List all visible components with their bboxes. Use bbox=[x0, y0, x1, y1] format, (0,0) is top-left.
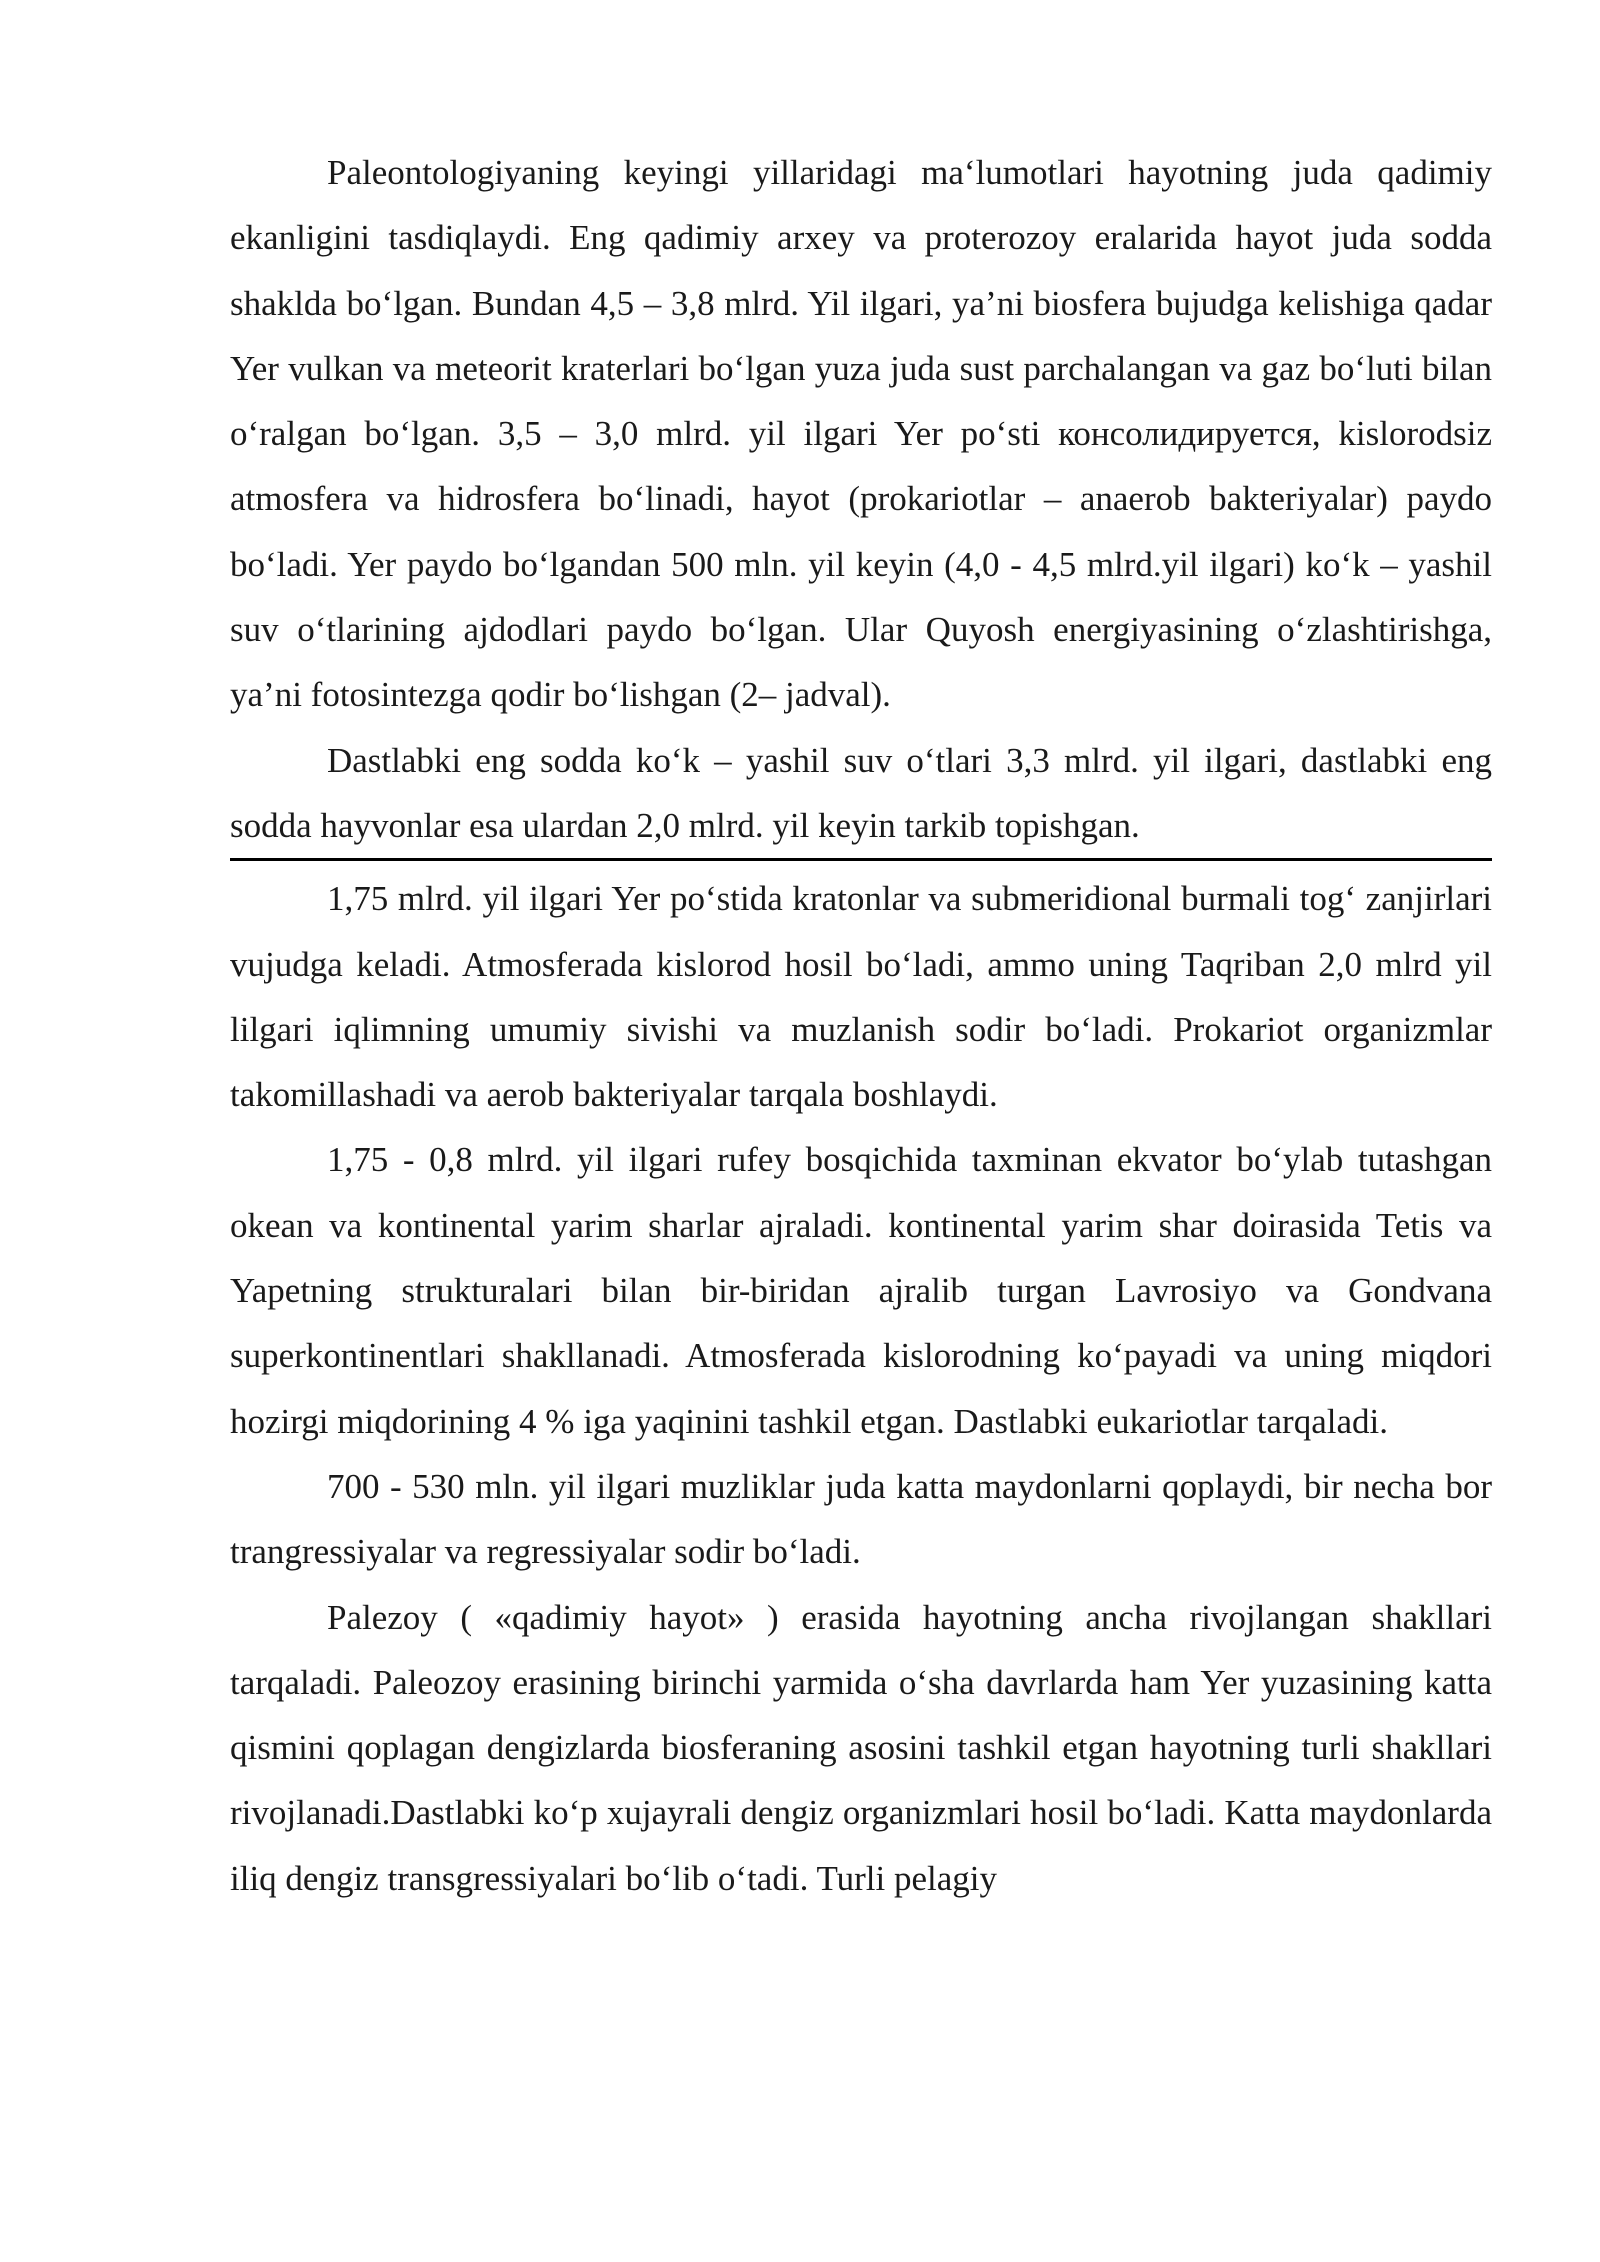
paragraph-6: Palezoy ( «qadimiy hayot» ) erasida hayotning ancha rivojlangan shakllari tarqaladi. Paleozoy erasining birinchi yarmida o‘sha davrlarda ham Yer yuzasining katta qismini qoplagan dengizlarda biosferaning asosini tashkil etgan hayotning turli shakllari rivojlanadi.Dastlabki ko‘p xujayrali dengiz organizmlari hosil bo‘ladi. Katta maydonlarda iliq dengiz transgressiyalari bo‘lib o‘tadi. Turli pelagiy bbox=[230, 1597, 1492, 1898]
paragraph-4: 1,75 - 0,8 mlrd. yil ilgari rufey bosqichida taxminan ekvator bo‘ylab tutashgan okean va kontinental yarim sharlar ajraladi. kontinental yarim shar doirasida Tetis va Yapetning strukturalari bilan bir-biridan ajralib turgan Lavrosiyo va Gondvana superkontinentlari shakllanadi. Atmosferada kislorodning ko‘payadi va uning miqdori hozirgi miqdorining 4 % iga yaqinini tashkil etgan. Dastlabki eukariotlar tarqaladi. bbox=[230, 1140, 1492, 1441]
paragraph-5: 700 - 530 mln. yil ilgari muzliklar juda katta maydonlarni qoplaydi, bir necha bor trangressiyalar va regressiyalar sodir bo‘ladi. bbox=[230, 1466, 1492, 1572]
paragraph-3: 1,75 mlrd. yil ilgari Yer po‘stida kratonlar va submeridional burmali tog‘ zanjirlari vujudga keladi. Atmosferada kislorod hosil bo‘ladi, ammo uning Taqriban 2,0 mlrd yil lilgari iqlimning umumiy sivishi va muzlanish sodir bo‘ladi. Prokariot organizmlar takomillashadi va aerob bakteriyalar tarqala boshlaydi. bbox=[230, 879, 1492, 1115]
section-divider bbox=[230, 858, 1492, 861]
paragraph-2: Dastlabki eng sodda ko‘k – yashil suv o‘tlari 3,3 mlrd. yil ilgari, dastlabki eng sodda hayvonlar esa ulardan 2,0 mlrd. yil keyin tarkib topishgan. bbox=[230, 740, 1492, 845]
paragraph-1: Paleontologiyaning keyingi yillaridagi ma‘lumotlari hayotning juda qadimiy ekanligini tasdiqlaydi. Eng qadimiy arxey va proterozoy eralarida hayot juda sodda shaklda bo‘lgan. Bundan 4,5 – 3,8 mlrd. Yil ilgari, ya’ni biosfera bujudga kelishiga qadar Yer vulkan va meteorit kraterlari bo‘lgan yuza juda sust parchalangan va gaz bo‘luti bilan o‘ralgan bo‘lgan. 3,5 – 3,0 mlrd. yil ilgari Yer po‘sti консолидируется, kislorodsiz atmosfera va hidrosfera bo‘linadi, hayot (prokariotlar – anaerob bakteriyalar) paydo bo‘ladi. Yer paydo bo‘lgandan 500 mln. yil keyin (4,0 - 4,5 mlrd.yil ilgari) ko‘k – yashil suv o‘tlarining ajdodlari paydo bo‘lgan. Ular Quyosh energiyasining o‘zlashtirishga, ya’ni fotosintezga qodir bo‘lishgan (2– jadval). bbox=[230, 153, 1492, 715]
document-body bbox=[230, 140, 1492, 1911]
